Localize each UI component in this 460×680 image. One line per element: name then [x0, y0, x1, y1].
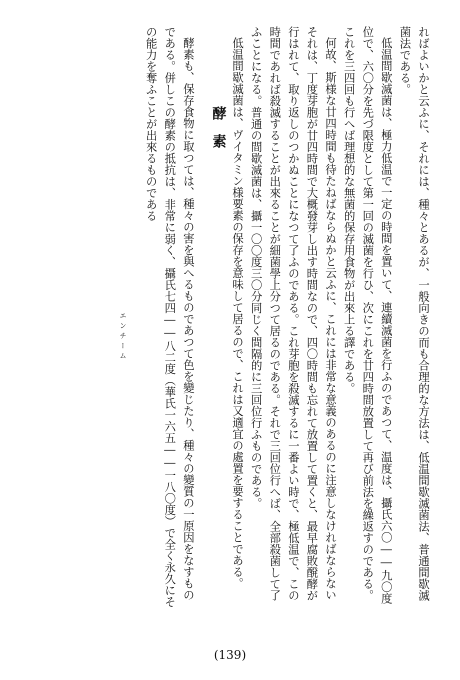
text-line: 菌法である。 — [398, 26, 412, 95]
text-line: 低温間歇滅菌は、極力低温で一定の時間を置いて、連續滅菌を行ふのであつて、温度は、攝氏六〇――九〇度 — [379, 37, 393, 605]
text-line: ればよいかと云ふに、それには、種々とあるが、一般向きの而も合理的な方法は、低温間歇滅菌法、普通間歇滅 — [417, 26, 430, 601]
text-line: 何故、斯様な廿四時間も待たねばならぬかと云ふに、これには非常な意義のあるのに注意しなければならない — [324, 37, 338, 601]
text-line: それは、丁度芽胞が廿四時間で大概發芽し出す時間なので、四〇時間も忘れて放置して置くと、最早腐敗醗酵が — [305, 26, 319, 601]
text-line: これを三四回も行へば理想的な無菌的保存用食物が出來上る譯である。 — [342, 26, 356, 394]
page-number: (139) — [213, 648, 247, 662]
body-text — [22, 26, 432, 638]
text-line: 低温間歇滅菌は、ヴイタミン様要素の保存を意味して居るので、これは又適宜の處置を要することである。 — [231, 37, 245, 590]
text-line: である。併しこの酵素の抵抗は、非常に弱く、攝氏七四――八二度（華氏一六五――一八〇度）で全く永久にそ — [163, 26, 177, 608]
text-line: 位で、六〇分を先づ限度として第一回の滅菌を行ひ、次にこれを廿四時間放置して再び前法を繰返すのである。 — [361, 26, 375, 601]
text-line: 行はれて、取り返しのつかぬことになつて了ふのである。これ芽胞を殺滅するに一番よい時で、極低温で、この — [286, 26, 300, 601]
heading-ruby: エンチーム — [119, 312, 127, 362]
text-line: 酵素も、保存食物に取つては、種々の害を與へるものであつて色を變じたり、種々の變質の一原因をなすもの — [181, 37, 195, 601]
text-line: 時間であれば殺滅することが出來ることが細菌學上分つて居るのである。それで三回位行へば、全部殺菌して了 — [268, 26, 282, 601]
text-line: ふことになる。普通の間歇滅菌は、攝一〇〇度三〇分同じく間隔的に三回位行ふものである。 — [249, 26, 263, 509]
section-heading: 酵素 — [210, 106, 227, 162]
text-line: の能力を奪ふことが出來るものである — [144, 26, 158, 222]
